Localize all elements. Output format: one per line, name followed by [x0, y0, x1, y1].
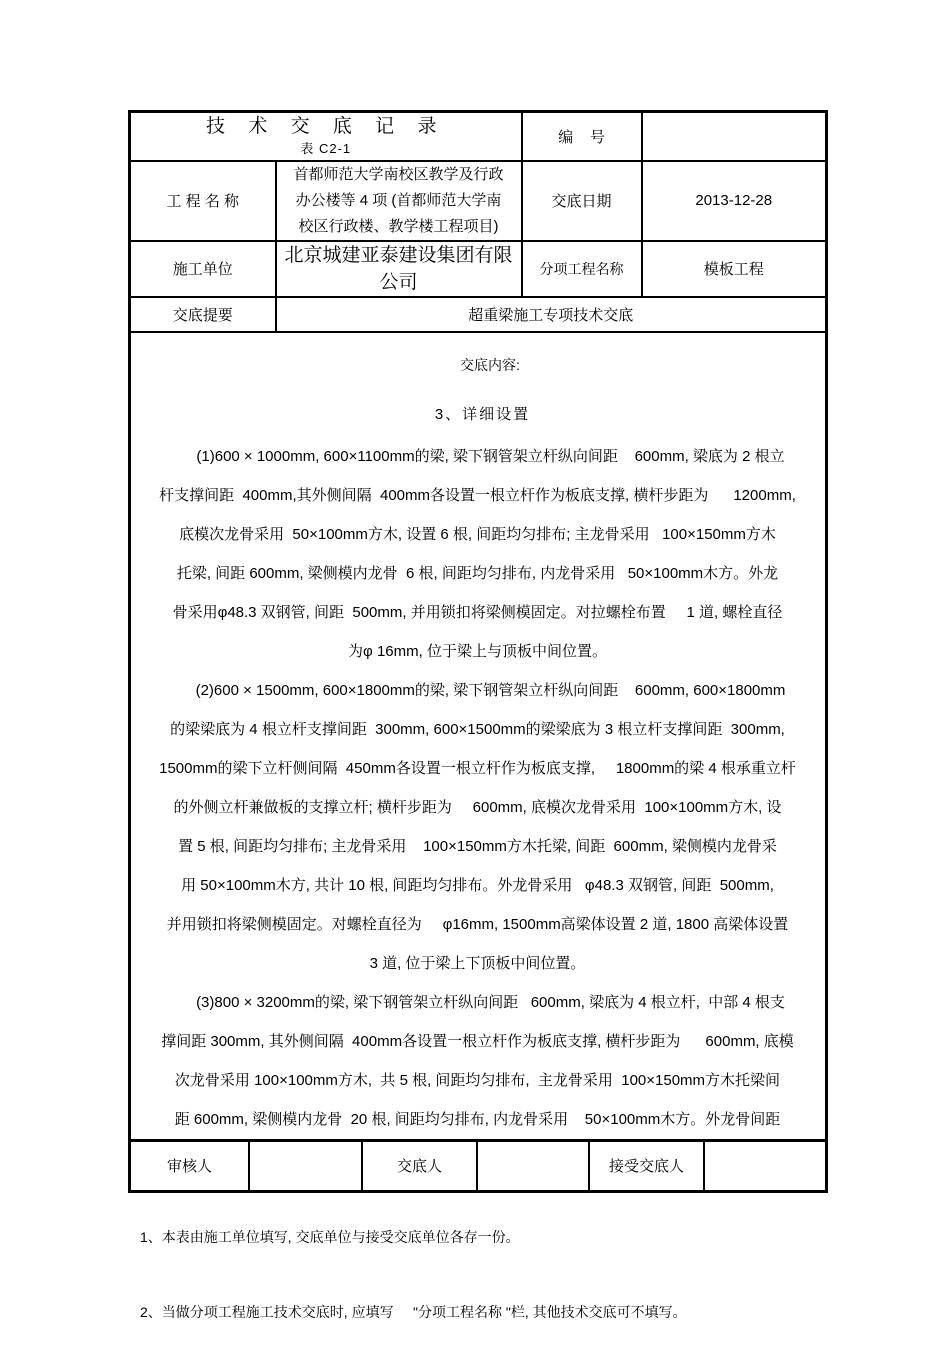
builder-value-line: 北京城建亚泰建设集团有限: [284, 244, 513, 266]
content-line: 3 道, 位于梁上下顶板中间位置。: [369, 954, 586, 972]
number-value-cell[interactable]: [642, 112, 827, 161]
content-line: 用 50×100mm木方, 共计 10 根, 间距均匀排布。外龙骨采用 φ48.3 双钢管, 间距 500mm,: [181, 876, 774, 894]
footnote-line: 1、本表由施工单位填写, 交底单位与接受交底单位各存一份。: [140, 1229, 520, 1245]
receiver-value-cell[interactable]: [703, 1142, 825, 1190]
content-line: 次龙骨采用 100×100mm方木, 共 5 根, 间距均匀排布, 主龙骨采用 100×150mm方木托梁间: [174, 1071, 781, 1089]
footnote-line: 2、当做分项工程施工技术交底时, 应填写 "分项工程名称 "栏, 其他技术交底可不填写。: [140, 1304, 687, 1320]
content-cell: [130, 332, 827, 1141]
content-line: 并用锁扣将梁侧模固定。对螺栓直径为 φ16mm, 1500mm高梁体设置 2 道, 1800 高梁体设置: [166, 915, 789, 933]
reviewer-label: 审核人: [166, 1158, 212, 1175]
title-cell: [130, 112, 522, 161]
content-label: 交底内容:: [460, 356, 520, 373]
content-line: 的梁梁底为 4 根立杆支撑间距 300mm, 600×1500mm的梁梁底为 3 根立杆支撑间距 300mm,: [170, 720, 785, 738]
footnotes: [140, 1175, 687, 1345]
content-line: 1500mm的梁下立杆侧间隔 450mm各设置一根立杆作为板底支撑, 1800mm的梁 4 根承重立杆: [159, 759, 796, 777]
builder-row: [130, 241, 827, 297]
project-name-label: 工 程 名 称: [130, 161, 276, 241]
subproject-value: 模板工程: [642, 241, 827, 297]
builder-value: [276, 241, 522, 297]
project-name-line: 首都师范大学南校区教学及行政: [293, 165, 504, 183]
content-line: 置 5 根, 间距均匀排布; 主龙骨采用 100×150mm方木托梁, 间距 600mm, 梁侧模内龙骨采: [178, 837, 777, 855]
content-row: [130, 332, 827, 1141]
content-line: 托梁, 间距 600mm, 梁侧模内龙骨 6 根, 间距均匀排布, 内龙骨采用 50×100mm木方。外龙: [176, 564, 779, 582]
date-label: 交底日期: [522, 161, 642, 241]
content-line: 为φ 16mm, 位于梁上与顶板中间位置。: [348, 642, 607, 660]
disclosure-record-table: [128, 110, 828, 1193]
content-line: 杆支撑间距 400mm,其外侧间隔 400mm各设置一根立杆作为板底支撑, 横杆步距为 1200mm,: [159, 486, 796, 504]
project-name-value: [276, 161, 522, 241]
section-title: 3、详细设置: [434, 405, 531, 423]
number-label: 编 号: [522, 112, 642, 161]
form-code: 表 C2-1: [300, 141, 352, 157]
content-line: (1)600 × 1000mm, 600×1100mm的梁, 梁下钢管架立杆纵向间距 600mm, 梁底为 2 根立: [196, 447, 785, 465]
content-line: (2)600 × 1500mm, 600×1800mm的梁, 梁下钢管架立杆纵向间距 600mm, 600×1800mm: [195, 681, 786, 699]
content-line: 底模次龙骨采用 50×100mm方木, 设置 6 根, 间距均匀排布; 主龙骨采用 100×150mm方木: [179, 525, 776, 543]
project-name-line: 校区行政楼、教学楼工程项目): [298, 217, 499, 235]
content-line: (3)800 × 3200mm的梁, 梁下钢管架立杆纵向间距 600mm, 梁底为 4 根立杆, 中部 4 根支: [196, 993, 785, 1011]
content-body: [131, 437, 825, 1139]
project-row: [130, 161, 827, 241]
project-name-line: 办公楼等 4 项 (首都师范大学南: [295, 191, 502, 209]
summary-value: 超重梁施工专项技术交底: [276, 297, 827, 332]
summary-row: [130, 297, 827, 332]
header-row: [130, 112, 827, 161]
subproject-label: 分项工程名称: [522, 241, 642, 297]
content-line: 撑间距 300mm, 其外侧间隔 400mm各设置一根立杆作为板底支撑, 横杆步距为 600mm, 底模: [161, 1032, 794, 1050]
builder-label: 施工单位: [130, 241, 276, 297]
document-title: 技 术 交 底 记 录: [206, 116, 446, 138]
content-line: 距 600mm, 梁侧模内龙骨 20 根, 间距均匀排布, 内龙骨采用 50×100mm木方。外龙骨间距: [174, 1110, 781, 1128]
builder-value-line: 公司: [379, 271, 418, 293]
discloser-label: 交底人: [361, 1142, 476, 1190]
content-line: 的外侧立杆兼做板的支撑立杆; 横杆步距为 600mm, 底模次龙骨采用 100×100mm方木, 设: [173, 798, 782, 816]
summary-label: 交底提要: [130, 297, 276, 332]
content-line: 骨采用φ48.3 双钢管, 间距 500mm, 并用锁扣将梁侧模固定。对拉螺栓布置 1 道, 螺栓直径: [172, 603, 783, 621]
receiver-label: 接受交底人: [588, 1142, 703, 1190]
date-value: 2013-12-28: [642, 161, 827, 241]
